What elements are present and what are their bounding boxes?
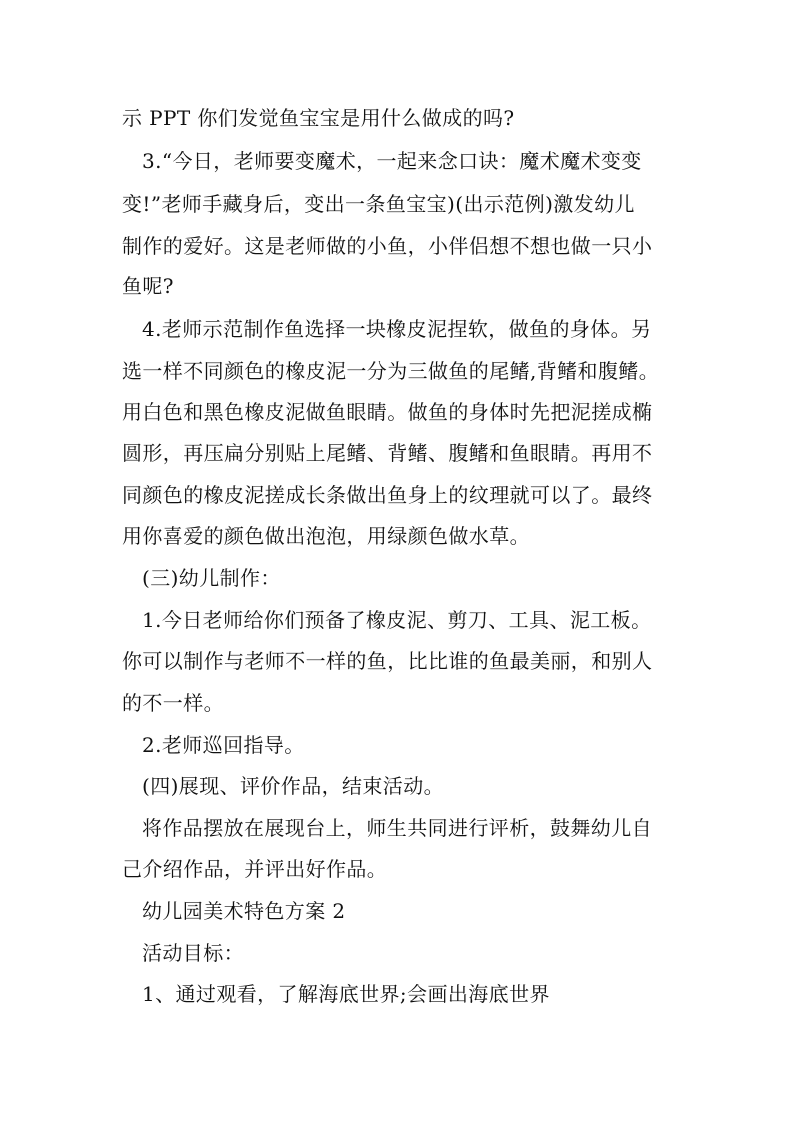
text-line-16: 2.老师巡回指导。 — [142, 733, 305, 757]
text-line-8: 用白色和黑色橡皮泥做鱼眼睛。做鱼的身体时先把泥搓成椭 — [122, 400, 653, 424]
text-line-5: 鱼呢? — [122, 274, 174, 298]
text-line-1: 示 PPT 你们发觉鱼宝宝是用什么做成的吗? — [122, 106, 515, 130]
text-line-9: 圆形，再压扁分别贴上尾鳍、背鳍、腹鳍和鱼眼睛。再用不 — [122, 441, 653, 465]
text-line-13: 1.今日老师给你们预备了橡皮泥、剪刀、工具、泥工板。 — [142, 608, 652, 632]
section-heading-4: (四)展现、评价作品，结束活动。 — [142, 774, 445, 798]
activity-goal-heading: 活动目标： — [142, 941, 244, 965]
text-line-10: 同颜色的橡皮泥搓成长条做出鱼身上的纹理就可以了。最终 — [122, 483, 653, 507]
section-heading-3: (三)幼儿制作： — [142, 566, 281, 590]
text-line-3: 变!”老师手藏身后，变出一条鱼宝宝)(出示范例)激发幼儿 — [122, 192, 635, 216]
text-line-11: 用你喜爱的颜色做出泡泡，用绿颜色做水草。 — [122, 524, 530, 548]
plan-title-2: 幼儿园美术特色方案 2 — [142, 899, 346, 923]
text-line-14: 你可以制作与老师不一样的鱼，比比谁的鱼最美丽，和别人 — [122, 649, 653, 673]
text-line-4: 制作的爱好。这是老师做的小鱼，小伴侣想不想也做一只小 — [122, 234, 653, 258]
text-line-18: 将作品摆放在展现台上，师生共同进行评析，鼓舞幼儿自 — [142, 816, 652, 840]
text-line-15: 的不一样。 — [122, 691, 224, 715]
text-line-22: 1、通过观看，了解海底世界;会画出海底世界 — [142, 982, 550, 1006]
text-line-7: 选一样不同颜色的橡皮泥一分为三做鱼的尾鳍,背鳍和腹鳍。 — [122, 359, 660, 383]
text-line-19: 己介绍作品，并评出好作品。 — [122, 857, 388, 881]
text-line-2: 3.“今日，老师要变魔术，一起来念口诀：魔术魔术变变 — [142, 149, 642, 173]
text-line-6: 4.老师示范制作鱼选择一块橡皮泥捏软，做鱼的身体。另 — [142, 317, 652, 341]
